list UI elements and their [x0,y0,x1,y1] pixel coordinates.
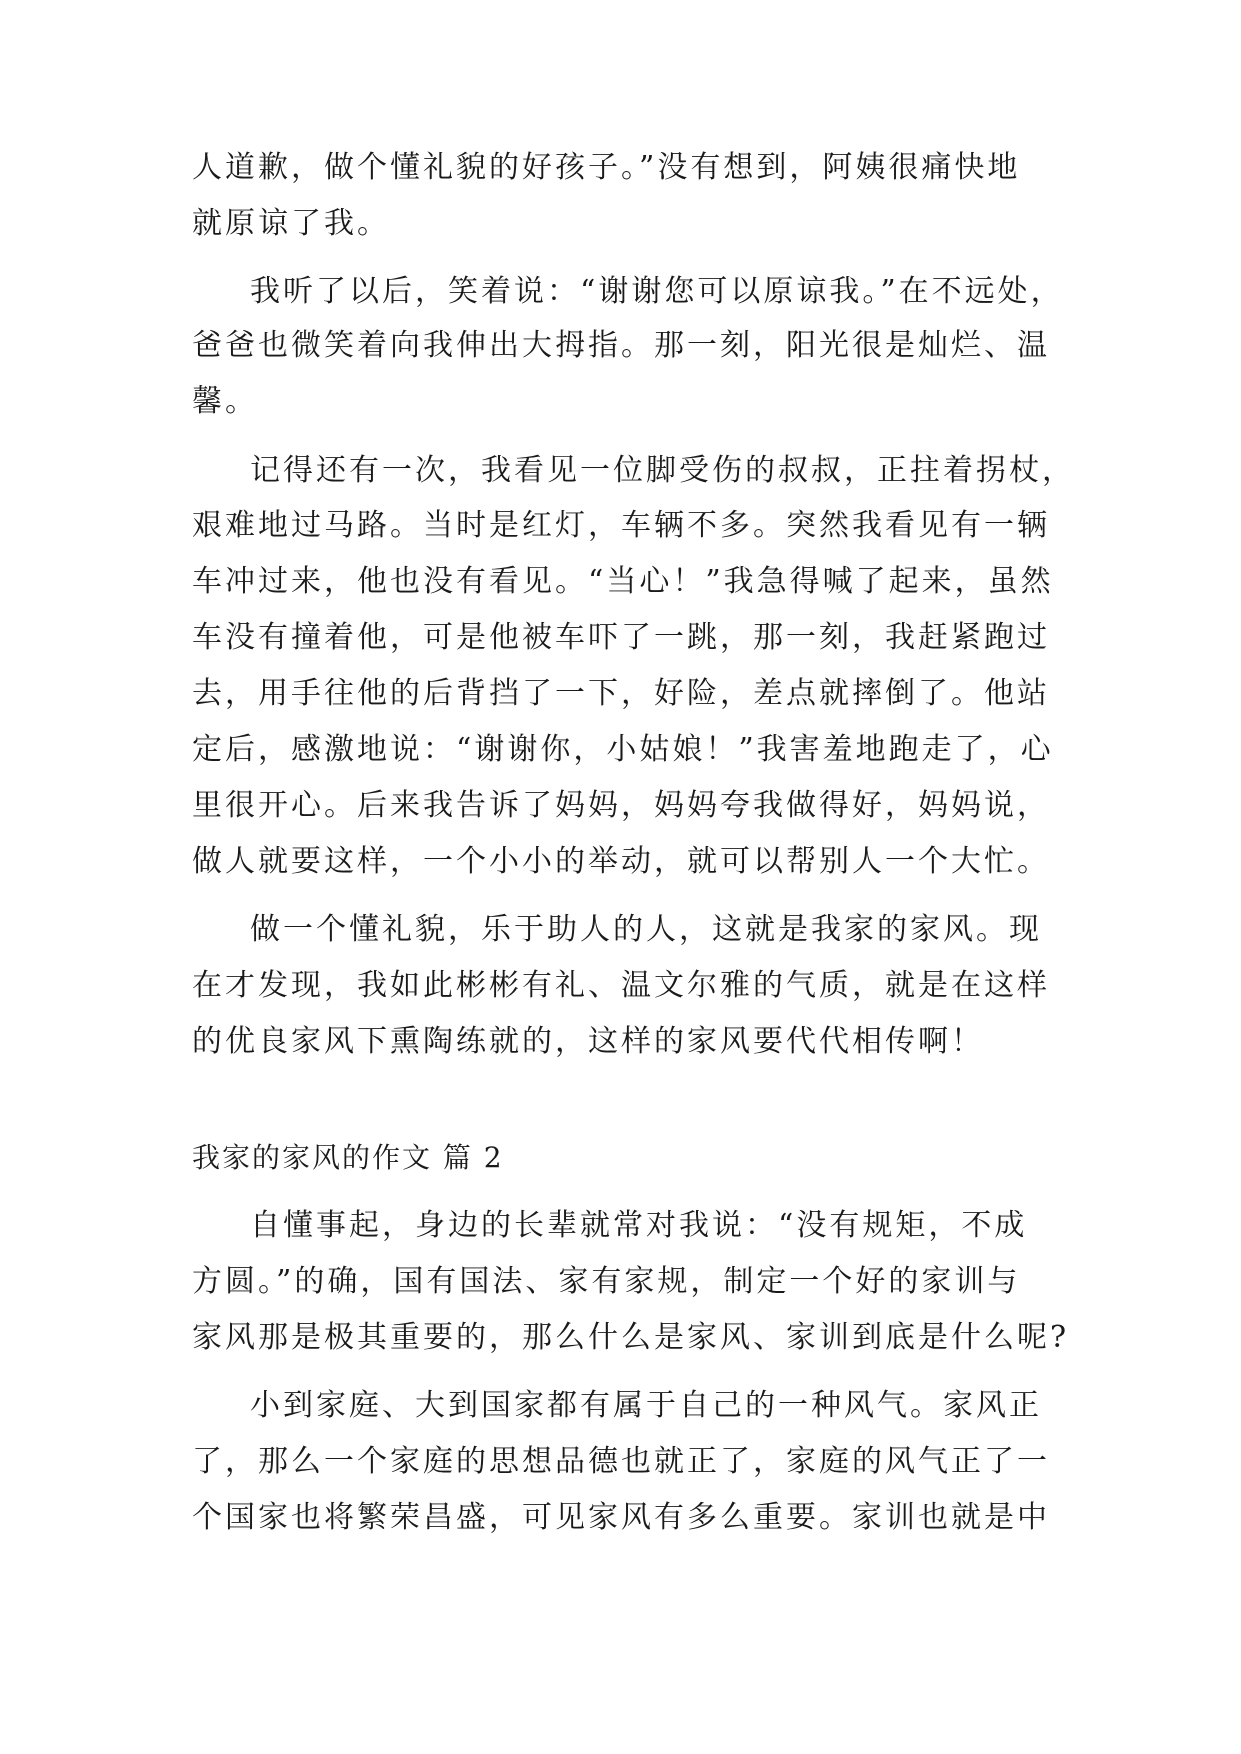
paragraph-first-line: 记得还有一次，我看见一位脚受伤的叔叔，正拄着拐杖， [250,453,1075,488]
text-line: 做人就要这样，一个小小的举动，就可以帮别人一个大忙。 [192,844,1050,879]
text-line: 馨。 [192,384,258,419]
text-line: 定后，感激地说：“谢谢你，小姑娘！”我害羞地跑走了，心 [192,732,1054,767]
text-line: 家风那是极其重要的，那么什么是家风、家训到底是什么呢? [192,1320,1070,1355]
paragraph-first-line: 小到家庭、大到国家都有属于自己的一种风气。家风正 [250,1388,1042,1423]
text-line: 爸爸也微笑着向我伸出大拇指。那一刻，阳光很是灿烂、温 [192,328,1050,363]
text-line: 方圆。”的确，国有国法、家有家规，制定一个好的家训与 [192,1264,1021,1299]
text-line: 去，用手往他的后背挡了一下，好险，差点就摔倒了。他站 [192,676,1050,711]
text-line: 艰难地过马路。当时是红灯，车辆不多。突然我看见有一辆 [192,508,1050,543]
text-line: 里很开心。后来我告诉了妈妈，妈妈夸我做得好，妈妈说， [192,788,1050,823]
text-line: 车冲过来，他也没有看见。“当心！”我急得喊了起来，虽然 [192,564,1054,599]
text-line: 的优良家风下熏陶练就的，这样的家风要代代相传啊！ [192,1024,984,1059]
text-line: 个国家也将繁荣昌盛，可见家风有多么重要。家训也就是中 [192,1500,1050,1535]
paragraph-first-line: 做一个懂礼貌，乐于助人的人，这就是我家的家风。现 [250,912,1042,947]
text-line: 了，那么一个家庭的思想品德也就正了，家庭的风气正了一 [192,1444,1050,1479]
text-line: 就原谅了我。 [192,206,390,241]
text-line: 在才发现，我如此彬彬有礼、温文尔雅的气质，就是在这样 [192,968,1050,1003]
paragraph-first-line: 我听了以后，笑着说：“谢谢您可以原谅我。”在不远处， [250,274,1064,309]
text-line: 车没有撞着他，可是他被车吓了一跳，那一刻，我赶紧跑过 [192,620,1050,655]
text-line: 人道歉，做个懂礼貌的好孩子。”没有想到，阿姨很痛快地 [192,150,1021,185]
paragraph-first-line: 自懂事起，身边的长辈就常对我说：“没有规矩，不成 [250,1208,1028,1243]
section-heading: 我家的家风的作文 篇 2 [192,1141,504,1174]
